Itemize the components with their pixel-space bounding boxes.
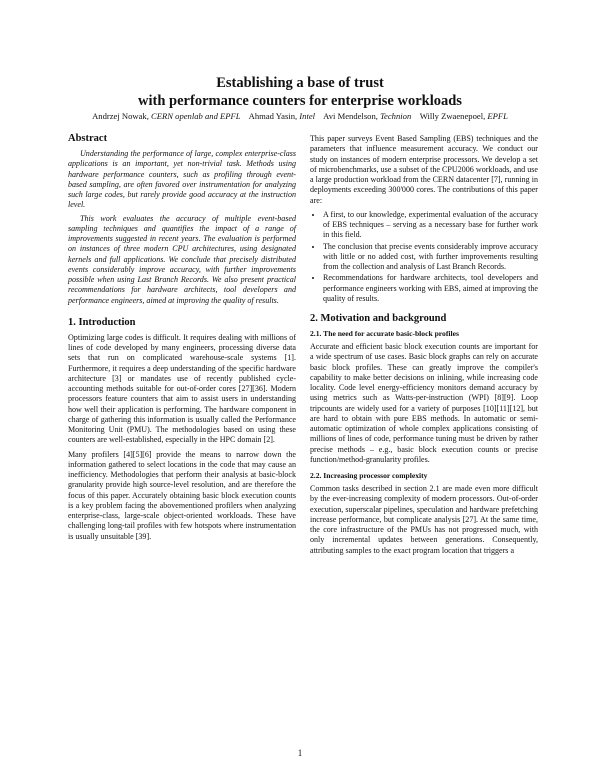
abstract-paragraph-2: This work evaluates the accuracy of multiple event-based sampling techniques and quantifies the impact of a range of improvements suggested in recent years. The evaluation is performed on instances of three modern CPU architectures, using designated kernels and full applications. We conclude that precisely distributed events considerably improve accuracy, with further improvements possible when using Last Branch Records. We also present practical recommendations for hardware architects, tool developers and performance engineers, aimed at improving the quality of results. — [68, 213, 296, 305]
right-column — [310, 134, 538, 560]
subsection-2-2-heading: 2.2. Increasing processor complexity — [310, 471, 428, 480]
section-2-1-paragraph: Accurate and efficient basic block execution counts are important for a wide spectrum of use cases. Basic block graphs can rely on accurate basic block profiles. These can greatly improve the compiler's capability to make better decisions on inlining, while increasing code locality. Code level energy-efficiency monitors demand accuracy by using metrics such as Watts-per-instruction (WPI) [8][9]. Loop tripcounts are widely used for a variety of purposes [10][11][12], but are hard to obtain with pure EBS methods. In automatic or semi-automatic optimization of whole complex applications consisting of millions of lines of code, performance tuning must be driven by rather precise methods – e.g., basic block execution counts or precise function/method-granularity profiles. — [310, 342, 538, 464]
section-2-2-paragraph: Common tasks described in section 2.1 are made even more difficult by the ever-increasing complexity of modern processors. Out-of-order execution, superscalar pipelines, speculation and hardware prefetching increase performance, but complicate analysis [27]. At the same time, the core infrastructure of the PMUs has not progressed much, with only incremental updates between generations. Consequently, attributing samples to the exact program location that triggers a — [310, 484, 538, 555]
author-2: Ahmad Yasin, Intel — [248, 111, 316, 121]
intro-paragraph-2: Many profilers [4][5][6] provide the means to narrow down the information gathered to select locations in the code that may cause an inefficiency. Methodologies that perform their analysis at basic-block granularity provide high source-level resolution, and are therefore the focus of this paper. Accurately obtaining basic block execution counts is a key problem facing the abovementioned profilers when analyzing enterprise-class, large-scale object-oriented workloads. These have challenging long-tail profiles with few hotspots where instrumentation is usually unsuitable [39]. — [68, 449, 296, 541]
list-item: • Recommendations for hardware architects, tool developers and performance engineers working with EBS, aimed at improving the quality of results. — [323, 273, 538, 304]
list-item: • A first, to our knowledge, experimental evaluation of the accuracy of EBS techniques – serving as a necessary base for further work in this field. — [323, 210, 538, 241]
title-line-1: Establishing a base of trust — [216, 75, 384, 91]
introduction-heading: 1. Introduction — [68, 316, 136, 328]
page-number: 1 — [297, 748, 303, 758]
abstract-heading: Abstract — [68, 133, 108, 144]
motivation-heading: 2. Motivation and background — [310, 313, 447, 324]
contributions-list — [310, 210, 538, 304]
abstract-paragraph-1: Understanding the performance of large, complex enterprise-class applications is an important, yet non-trivial task. Methods using hardware performance counters, such as profiling through event-based sampling, are often favored over instrumentation for analyzing such large codes, but rarely provide good accuracy at the instruction level. — [68, 149, 296, 210]
contributions-paragraph: This paper surveys Event Based Sampling (EBS) techniques and the parameters that influence measurement accuracy. We conduct our study on instances of modern enterprise processors. We develop a set of microbenchmarks, use a subset of the CPU2006 workloads, and use a large production workload from the CERN datacenter [7], running in deployments exceeding 300'000 cores. The contributions of this paper are: — [310, 134, 538, 205]
left-column — [68, 132, 296, 546]
author-4: Willy Zwaenepoel, EPFL — [419, 111, 508, 121]
intro-paragraph-1: Optimizing large codes is difficult. It requires dealing with millions of lines of code developed by many engineers, processing diverse data sets that run on complicated warehouse-scale systems [1]. Furthermore, it requires a deep understanding of the specific hardware architecture [3] or mandates use of recently published cycle-accounting methods suitable for out-of-order cores [27][36]. Modern processors feature counters that aim to assist users in understanding how well their application is performing. The hardware component in charge of gathering this information is usually called the Performance Monitoring Unit (PMU). The methodologies based on using these counters are well-established, especially in the HPC domain [2]. — [68, 332, 296, 445]
subsection-2-1-heading: 2.1. The need for accurate basic-block profiles — [310, 329, 459, 338]
author-1: Andrzej Nowak, CERN openlab and EPFL — [92, 111, 241, 121]
paper-title — [0, 74, 600, 110]
title-line-2: with performance counters for enterprise workloads — [138, 93, 462, 109]
author-list — [0, 111, 600, 121]
list-item: • The conclusion that precise events considerably improve accuracy with little or no added cost, with further improvements resulting from the collection and analysis of Last Branch Records. — [323, 242, 538, 273]
author-3: Avi Mendelson, Technion — [323, 111, 412, 121]
